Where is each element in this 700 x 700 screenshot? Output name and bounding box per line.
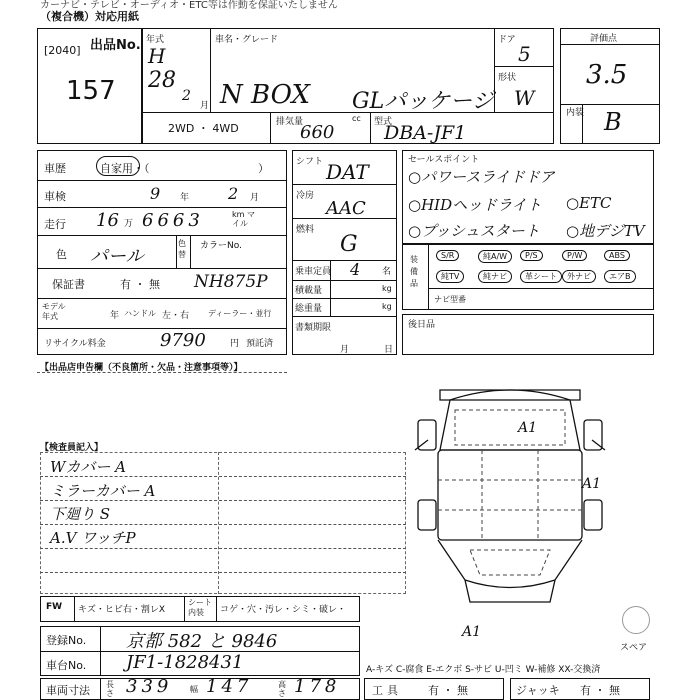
- handle-value: 左・右: [162, 311, 190, 321]
- tools-value: 有 ・ 無: [428, 684, 468, 697]
- lot-label: 出品No.: [90, 38, 141, 53]
- inspection-month: 2: [228, 184, 239, 203]
- delivery-label: 後日品: [408, 320, 436, 330]
- dims-label: 車両寸法: [46, 684, 90, 697]
- fw-label: FW: [46, 602, 63, 612]
- name-value: N BOX: [220, 80, 310, 110]
- declaration-area: [37, 372, 287, 373]
- equipment-item: ABS: [604, 250, 630, 261]
- spare-tire-icon: [622, 606, 650, 634]
- sales-line2a: ○HIDヘッドライト: [408, 196, 542, 214]
- shift-label: シフト: [296, 157, 324, 167]
- equipment-item: 純A/W: [478, 250, 512, 263]
- doc-period-day: 日: [384, 345, 394, 355]
- month-value: 2: [182, 88, 191, 104]
- cooling-label: 冷房: [296, 191, 315, 201]
- equipment-item: P/W: [562, 250, 587, 261]
- inspector-label: 【検査員記入】: [40, 443, 104, 453]
- model-year-unit: 年: [110, 311, 120, 321]
- displacement-label: 排気量: [276, 117, 304, 127]
- mileage-label: 走行: [44, 218, 66, 231]
- capacity-label: 乗車定員: [295, 267, 332, 277]
- history-circle: [96, 156, 140, 176]
- displacement-unit: cc: [352, 114, 361, 123]
- dealer-label: ディーラー・並行: [208, 309, 272, 318]
- recycle-value: 9790: [160, 330, 206, 351]
- color-no-value: NH875P: [194, 272, 268, 292]
- equipment-item: 純ナビ: [478, 270, 512, 283]
- shape-value: W: [514, 86, 535, 110]
- sales-line1: ○パワースライドドア: [408, 168, 555, 186]
- recycle-label: リサイクル料金: [44, 339, 106, 349]
- type-value: DBA-JF1: [384, 122, 467, 144]
- color-label: 色: [56, 248, 67, 261]
- sales-line2b: ○ETC: [566, 194, 612, 212]
- declaration-label: 【出品店申告欄（不良箇所・欠品・注意事項等）】: [40, 363, 243, 373]
- shift-value: DAT: [326, 160, 369, 184]
- top-note: カーナビ・テレビ・オーディオ・ETC等は作動を保証いたしません: [40, 0, 338, 11]
- grade-value: GLパッケージ: [352, 89, 494, 114]
- year-era: H: [148, 44, 166, 68]
- length-label: 長さ: [106, 680, 114, 698]
- legend: A-キズ C-腐食 E-エクボ S-サビ U-凹ミ W-補修 XX-交換済: [366, 665, 601, 675]
- width-value: 147: [206, 676, 253, 697]
- load-label: 積載量: [295, 286, 323, 296]
- doc-period-unit: 月: [340, 345, 350, 355]
- history-close: ）: [258, 162, 269, 175]
- mileage-rest: 6663: [142, 210, 204, 231]
- inspection-year: 9: [150, 184, 161, 203]
- interior-label: 内装: [566, 108, 585, 118]
- shape-label: 形状: [498, 73, 517, 83]
- inspector-note-4: A.V ワッチP: [50, 529, 136, 547]
- inspector-note-2: ミラーカバー A: [50, 482, 156, 500]
- inspector-note-3: 下廻り S: [50, 505, 111, 523]
- equipment-item: S/R: [436, 250, 459, 261]
- inspector-note-1: Wカバー A: [50, 458, 127, 476]
- height-value: 178: [294, 676, 341, 697]
- equipment-item: P/S: [520, 250, 543, 261]
- capacity-value: 4: [350, 260, 361, 279]
- handle-label: ハンドル: [124, 309, 156, 318]
- reg-value: 京都 582 と 9846: [126, 631, 278, 652]
- equipment-item: エアB: [604, 270, 636, 283]
- color-value: パール: [90, 246, 144, 267]
- recycle-status: 預託済: [246, 339, 274, 349]
- weight-unit: kg: [382, 302, 392, 311]
- mileage-unit: km マイル: [232, 210, 255, 228]
- lot-number: 157: [66, 76, 116, 106]
- color-no-label: カラーNo.: [200, 241, 242, 251]
- mileage-man: 16: [96, 210, 119, 231]
- warranty-value: 有 ・ 無: [120, 278, 160, 291]
- seat-label: シート内装: [188, 598, 212, 617]
- diagram-mark-2: A1: [582, 476, 602, 492]
- inspection-year-unit: 年: [180, 193, 190, 203]
- type-label: 型式: [374, 117, 393, 127]
- fw-value: キズ・ヒビ右・割レX: [78, 605, 165, 615]
- height-label: 高さ: [278, 680, 286, 698]
- score-label: 評価点: [590, 34, 618, 44]
- car-diagram: [410, 380, 610, 620]
- chassis-value: JF1-1828431: [126, 652, 244, 673]
- width-label: 幅: [190, 685, 198, 694]
- history-value: 自家用・（: [100, 162, 150, 175]
- diagram-mark-1: A1: [518, 420, 538, 436]
- month-unit: 月: [200, 101, 210, 111]
- weight-label: 総重量: [295, 304, 323, 314]
- equipment-label: 装備品: [410, 255, 418, 288]
- jack-value: 有 ・ 無: [580, 684, 620, 697]
- color-change-label: 色替: [178, 239, 186, 259]
- capacity-unit: 名: [382, 267, 392, 277]
- load-unit: kg: [382, 284, 392, 293]
- score-value: 3.5: [586, 60, 628, 90]
- warranty-label: 保証書: [52, 278, 85, 291]
- cooling-value: AAC: [326, 198, 366, 219]
- year-label: 年式: [146, 35, 165, 45]
- equipment-item: 外ナビ: [562, 270, 596, 283]
- delivery-box: [402, 314, 654, 355]
- recycle-unit: 円: [230, 339, 240, 349]
- diagram-mark-3: A1: [462, 624, 482, 640]
- tools-label: 工具: [372, 684, 402, 697]
- length-value: 339: [126, 676, 173, 697]
- fuel-value: G: [340, 232, 358, 257]
- lot-code: [2040]: [44, 44, 81, 57]
- form-label: （複合機）対応用紙: [40, 10, 139, 23]
- spare-label: スペア: [620, 643, 648, 653]
- sales-line3a: ○プッシュスタート: [408, 222, 540, 240]
- doc-period-label: 書類期限: [295, 323, 332, 333]
- sales-label: セールスポイント: [408, 155, 480, 165]
- displacement-value: 660: [300, 122, 335, 143]
- inspection-label: 車検: [44, 190, 66, 203]
- navi-label: ナビ型番: [434, 295, 466, 304]
- seat-value: コゲ・穴・汚レ・シミ・破レ・: [220, 605, 347, 615]
- interior-value: B: [604, 108, 622, 136]
- equipment-item: 純TV: [436, 270, 464, 283]
- drive-label: 2WD ・ 4WD: [168, 122, 239, 135]
- door-value: 5: [518, 42, 531, 66]
- year-value: 28: [148, 68, 176, 93]
- door-label: ドア: [498, 35, 516, 45]
- sales-line3b: ○地デジTV: [566, 222, 645, 240]
- reg-label: 登録No.: [46, 634, 87, 647]
- equipment-item: 革シート: [520, 270, 562, 283]
- history-label: 車歴: [44, 162, 66, 175]
- model-year-label: モデル年式: [42, 302, 66, 321]
- fuel-label: 燃料: [296, 225, 315, 235]
- inspection-month-unit: 月: [250, 193, 260, 203]
- chassis-label: 車台No.: [46, 659, 87, 672]
- name-label: 車名・グレード: [215, 35, 279, 45]
- jack-label: ジャッキ: [516, 684, 560, 697]
- mileage-man-unit: 万: [124, 219, 134, 229]
